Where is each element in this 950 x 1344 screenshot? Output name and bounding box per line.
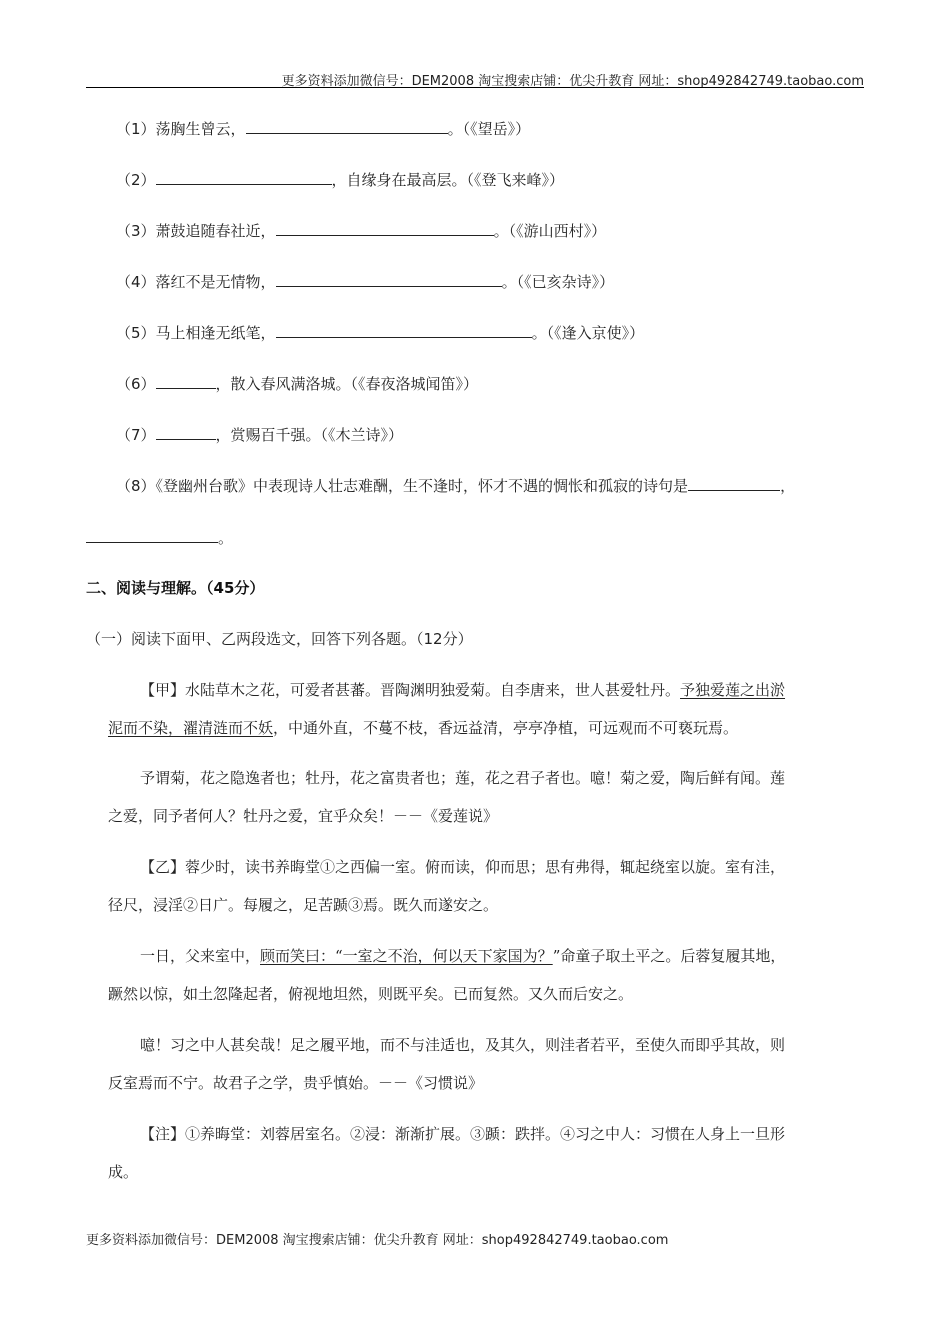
passage-jia-line: 予谓菊，花之隐逸者也；牡丹，花之富贵者也；莲，花之君子者也。噫！菊之爱，陶后鲜有闻。莲 [140,769,786,787]
question-8-line2: 。 [86,527,233,548]
passage-yi-line: 径尺，浸淫②日广。每履之，足苦踬③焉。既久而遂安之。 [108,896,499,914]
section-title: 二、阅读与理解。（45分） [86,579,265,597]
answer-blank[interactable] [276,221,494,236]
passage-yi-line: 蹶然以惊，如土忽隆起者，俯视地坦然，则既平矣。已而复然。又久而后安之。 [108,985,634,1003]
passage-yi-line: 噫！习之中人甚矣哉！足之履平地，而不与洼适也，及其久，则洼者若平，至使久而即乎其故，则 [140,1036,786,1054]
passage-yi-line: 一日，父来室中，顾而笑曰：“一室之不治，何以天下家国为？”命童子取土平之。后蓉复履其地， [140,947,786,965]
passage-yi-line: 【乙】蓉少时，读书养晦堂①之西偏一室。俯而读，仰而思；思有弗得，辄起绕室以旋。室有洼， [140,858,786,876]
passage-jia-line: 之爱，同予者何人？牡丹之爱，宜乎众矣！－－《爱莲说》 [108,807,499,825]
passage-jia-line: 【甲】水陆草木之花，可爱者甚蕃。晋陶渊明独爱菊。自李唐来，世人甚爱牡丹。予独爱莲之出淤 [140,681,786,699]
question-2: （2） ，自缘身在最高层。（《登飞来峰》） [116,171,565,189]
passage-jia-line: 泥而不染，濯清涟而不妖，中通外直，不蔓不枝，香远益清，亭亭净植，可远观而不可亵玩焉。 [108,719,739,737]
question-6: （6） ，散入春风满洛城。（《春夜洛城闻笛》） [116,375,479,393]
question-4: （4）落红不是无情物， 。（《已亥杂诗》） [116,273,615,291]
answer-blank[interactable] [246,119,448,134]
passage-yi-line: 反室焉而不宁。故君子之学，贵乎慎始。－－《习惯说》 [108,1074,484,1092]
question-1: （1）荡胸生曾云， 。（《望岳》） [116,120,531,138]
header-rule [86,87,864,88]
answer-blank[interactable] [156,425,216,440]
notes-line: 【注】①养晦堂：刘蓉居室名。②浸：渐渐扩展。③踬：跌拌。④习之中人：习惯在人身上一旦形 [140,1125,786,1143]
page-footer: 更多资料添加微信号：DEM2008 淘宝搜索店铺：优尖升教育 网址：shop492842749.taobao.com [86,1233,669,1248]
answer-blank[interactable] [156,170,332,185]
question-8: （8）《登幽州台歌》中表现诗人壮志难酬，生不逢时，怀才不遇的惆怅和孤寂的诗句是 ， [116,477,796,495]
answer-blank[interactable] [276,272,502,287]
page-header: 更多资料添加微信号：DEM2008 淘宝搜索店铺：优尖升教育 网址：shop492842749.taobao.com [281,74,864,89]
notes-line: 成。 [108,1163,139,1181]
answer-blank[interactable] [688,476,780,491]
answer-blank[interactable] [86,528,218,543]
question-5: （5）马上相逢无纸笔， 。（《逢入京使》） [116,324,645,342]
question-3: （3）萧鼓追随春社近， 。（《游山西村》） [116,222,607,240]
subsection-title: （一）阅读下面甲、乙两段选文，回答下列各题。（12分） [86,630,473,648]
question-7: （7） ，赏赐百千强。（《木兰诗》） [116,426,404,444]
answer-blank[interactable] [156,374,216,389]
answer-blank[interactable] [276,323,532,338]
